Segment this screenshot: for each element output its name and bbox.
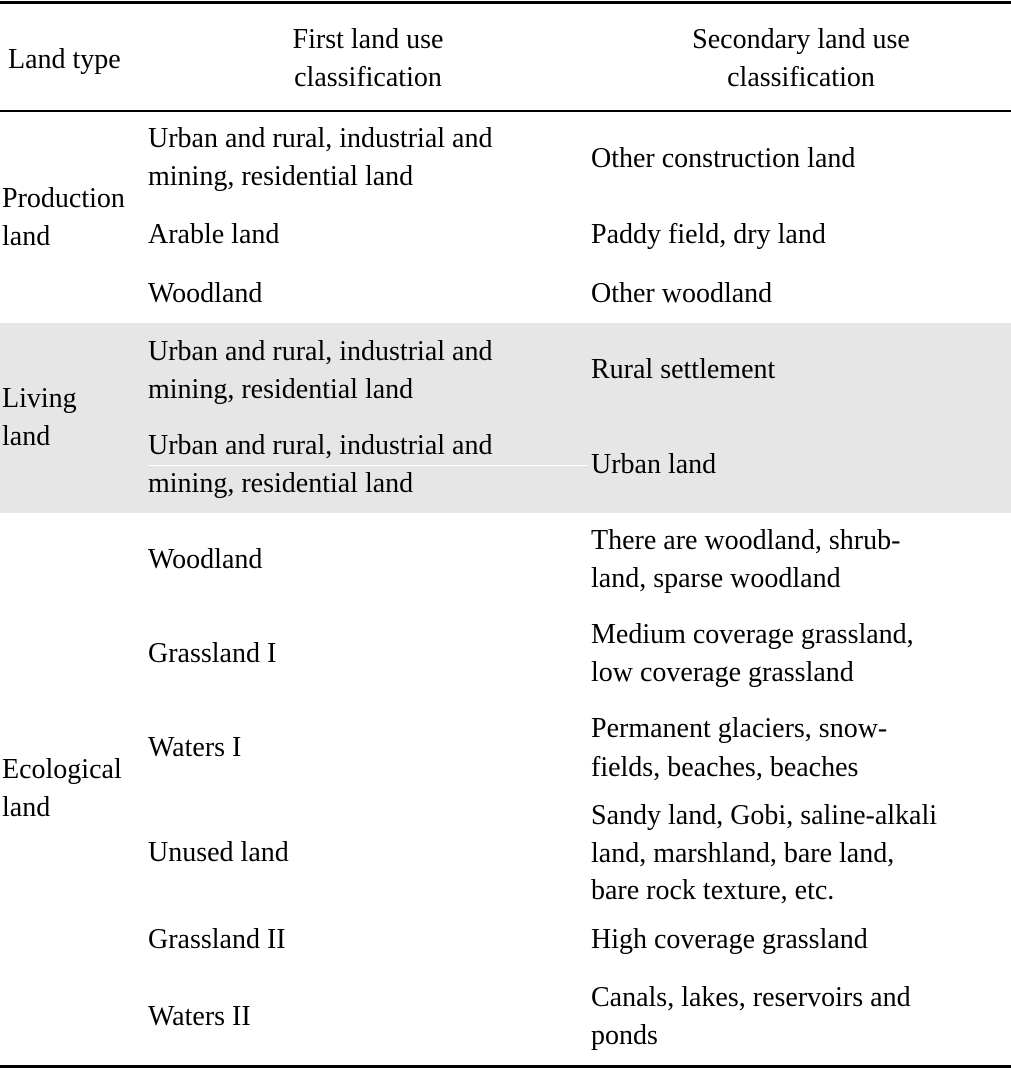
first-cell: Woodland [148,278,263,309]
secondary-cell: There are woodland, shrub- [591,525,901,556]
secondary-cell: ponds [591,1020,658,1051]
first-cell: Urban and rural, industrial and [148,336,493,367]
land-type-ecological-line2: land [2,792,51,823]
first-cell: mining, residential land [148,374,414,405]
header-rule [0,110,1011,112]
bottom-rule [0,1065,1011,1068]
land-type-production-line1: Production [2,183,125,214]
secondary-cell: Other woodland [591,278,773,309]
first-cell: Arable land [148,219,280,250]
secondary-cell: Rural settlement [591,354,776,385]
secondary-cell: High coverage grassland [591,924,868,955]
top-rule [0,1,1011,4]
secondary-cell: bare rock texture, etc. [591,875,835,906]
first-cell: Grassland I [148,638,277,669]
land-type-ecological-line1: Ecological [2,754,122,785]
first-cell: Waters II [148,1001,251,1032]
header-first-line1: First land use [292,24,444,55]
header-secondary-line2: classification [727,62,875,93]
header-first-line2: classification [294,62,442,93]
land-type-living-line1: Living [2,383,77,414]
secondary-cell: Canals, lakes, reservoirs and [591,982,911,1013]
secondary-cell: land, sparse woodland [591,563,841,594]
land-type-production-line2: land [2,221,51,252]
secondary-cell: Medium coverage grassland, [591,619,914,650]
first-cell: mining, residential land [148,161,414,192]
first-cell: mining, residential land [148,468,414,499]
first-cell: Grassland II [148,924,286,955]
secondary-cell: Urban land [591,449,717,480]
header-secondary-line1: Secondary land use [692,24,910,55]
secondary-cell: Paddy field, dry land [591,219,826,250]
header-land-type: Land type [8,44,121,75]
secondary-cell: fields, beaches, beaches [591,752,859,783]
land-type-living-line2: land [2,421,51,452]
secondary-cell: Sandy land, Gobi, saline-alkali [591,800,938,831]
first-cell: Unused land [148,837,289,868]
first-cell: Woodland [148,544,263,575]
secondary-cell: Other construction land [591,143,856,174]
secondary-cell: low coverage grassland [591,657,854,688]
secondary-cell: Permanent glaciers, snow- [591,713,888,744]
secondary-cell: land, marshland, bare land, [591,838,895,869]
first-cell: Urban and rural, industrial and [148,430,493,461]
first-cell: Waters I [148,732,242,763]
first-cell: Urban and rural, industrial and [148,123,493,154]
